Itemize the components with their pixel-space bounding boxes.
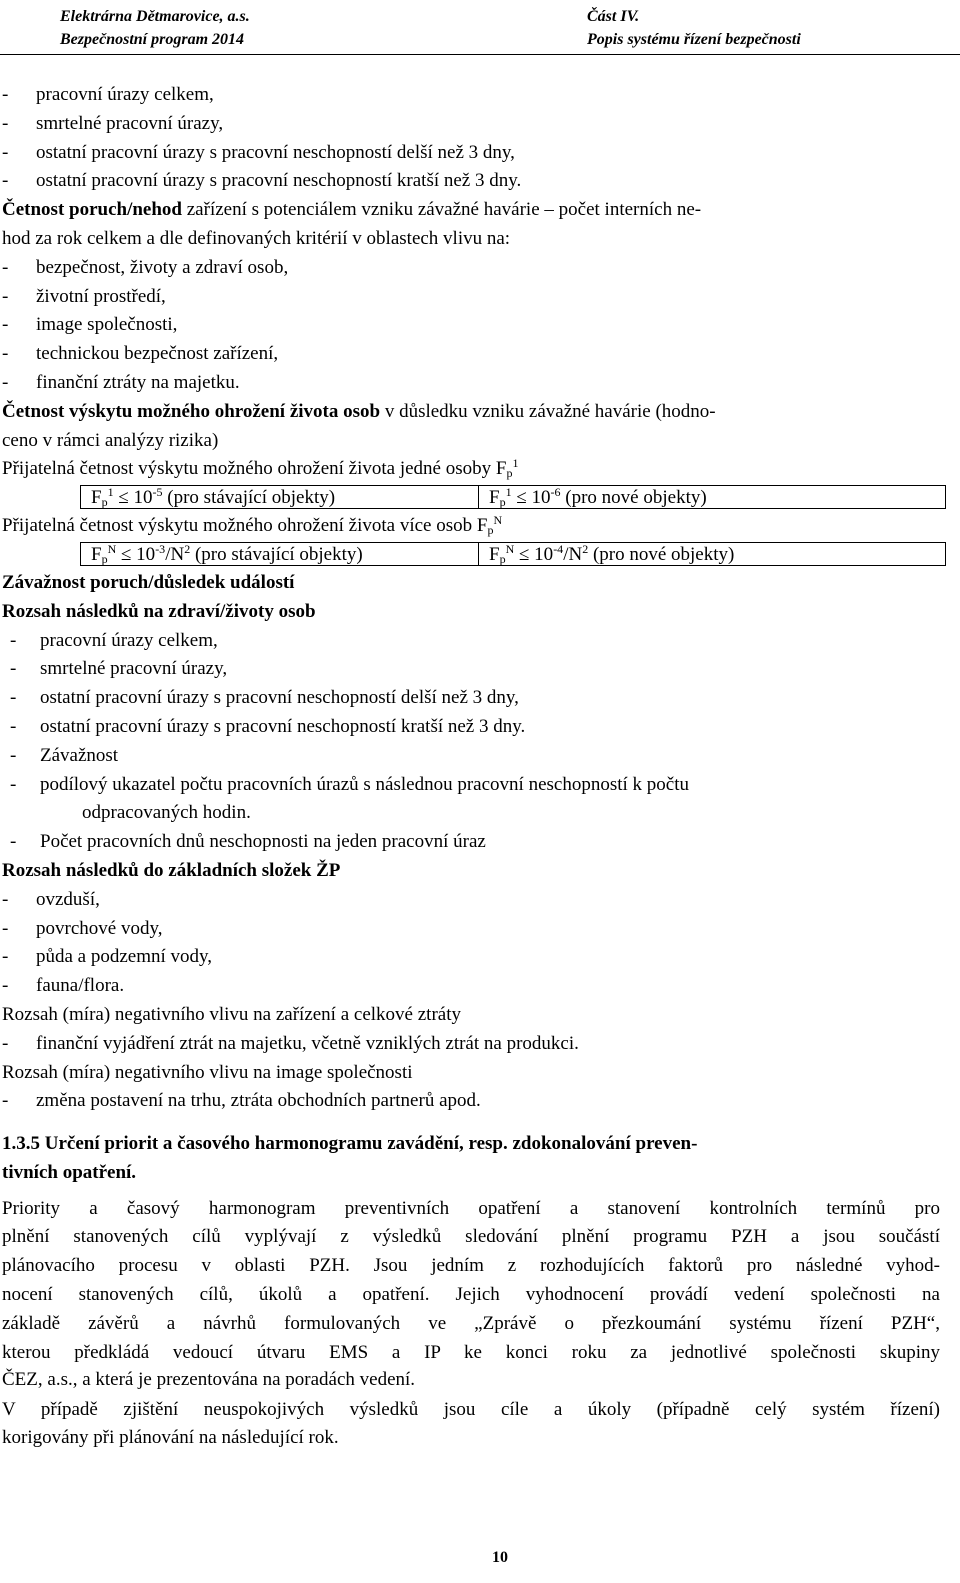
acceptable-frequency-multi: Přijatelná četnost výskytu možného ohrožení života více osob $F_p^N$ [2, 513, 503, 538]
list-item: - půda a podzemní vody, [2, 946, 213, 968]
list-item: - Závažnost [10, 744, 119, 766]
list-item: - pracovní úrazy celkem, [10, 629, 218, 651]
part-title: Popis systému řízení bezpečnosti [587, 31, 801, 48]
list-item: - ostatní pracovní úrazy s pracovní neschopností kratší než 3 dny. [10, 715, 526, 737]
list-item: - finanční ztráty na majetku. [2, 371, 240, 393]
formula-existing: $F_p^1 \le 10^{-5}$ (pro stávající objekty) [81, 486, 479, 508]
document-part: Část IV. [587, 8, 640, 25]
list-item: - ostatní pracovní úrazy s pracovní neschopností delší než 3 dny, [10, 687, 519, 709]
image-impact-heading: Rozsah (míra) negativního vlivu na image společnosti [2, 1061, 413, 1083]
section-heading-line1: 1.3.5 Určení priorit a časového harmonogramu zavádění, resp. zdokonalování preven- [2, 1133, 698, 1155]
list-item: - Počet pracovních dnů neschopnosti na jeden pracovní úraz [10, 831, 486, 853]
injury-list [2, 627, 946, 857]
list-item: - fauna/flora. [2, 975, 125, 997]
list-item: - životní prostředí, [2, 285, 166, 307]
page-number: 10 [492, 1549, 508, 1566]
injury-list-top [2, 81, 946, 196]
formula-new: $F_p^1 \le 10^{-6}$ (pro nové objekty) [489, 485, 707, 510]
list-item: - smrtelné pracovní úrazy, [10, 658, 228, 680]
life-threat-frequency-line2: ceno v rámci analýzy rizika) [2, 429, 219, 451]
list-item: - finanční vyjádření ztrát na majetku, včetně vzniklých ztrát na produkci. [2, 1032, 579, 1054]
environment-consequences-heading: Rozsah následků do základních složek ŽP [2, 859, 341, 881]
document-body [2, 81, 946, 1453]
header-divider [0, 54, 960, 55]
list-item: - povrchové vody, [2, 917, 163, 939]
life-threat-frequency-line1: Četnost výskytu možného ohrožení života osob v důsledku vzniku závažné havárie (hodno- [2, 400, 716, 422]
company-name: Elektrárna Dětmarovice, a.s. [60, 8, 250, 25]
list-item: - ovzduší, [2, 888, 100, 910]
facility-impact-heading: Rozsah (míra) negativního vlivu na zařízení a celkové ztráty [2, 1003, 461, 1025]
list-item: - bezpečnost, životy a zdraví osob, [2, 256, 289, 278]
list-item: - image společnosti, [2, 314, 178, 336]
impact-area-list [2, 254, 946, 398]
list-item-continuation: odpracovaných hodin. [82, 802, 251, 824]
formula-existing: $F_p^N \le 10^{-3}/N^2$ (pro stávající objekty) [81, 543, 479, 565]
environment-list [2, 886, 946, 1001]
failure-frequency-line1: Četnost poruch/nehod zařízení s potenciálem vzniku závažné havárie – počet interních ne- [2, 199, 702, 221]
formula-box-multi [80, 542, 946, 566]
formula-new: $F_p^N \le 10^{-4}/N^2$ (pro nové objekty) [489, 541, 735, 566]
list-item: - ostatní pracovní úrazy s pracovní neschopností kratší než 3 dny. [2, 170, 522, 192]
list-item: - změna postavení na trhu, ztráta obchodních partnerů apod. [2, 1090, 481, 1112]
list-item: - podílový ukazatel počtu pracovních úrazů s následnou pracovní neschopností k počtu [10, 773, 689, 795]
list-item: - smrtelné pracovní úrazy, [2, 112, 224, 134]
document-title: Bezpečnostní program 2014 [60, 31, 245, 48]
paragraph-priorities: Priority a časový harmonogram preventivních opatření a stanovení kontrolních termínů pro plnění stanovených cílů vyplývají z výsledků sledování plnění programu PZH a jsou součástí plánovacího procesu v oblasti PZH. Jsou jedním z rozhodujících faktorů pro následné vyhod- nocení stanovených cílů, úkolů a opatření. Jejich vyhodnocení provádí vedení společnosti na základě závěrů a návrhů formulovaných ve „Zprávě o přezkoumání systému řízení PZH“, kterou předkládá vedoucí útvaru EMS a IP ke konci roku za jednotlivé společnosti skupiny ČEZ, a.s., a která je prezentována na poradách vedení. [2, 1197, 940, 1391]
formula-box-single [80, 485, 946, 509]
failure-frequency-line2: hod za rok celkem a dle definovaných kritérií v oblastech vlivu na: [2, 227, 511, 249]
paragraph-unsatisfactory: V případě zjištění neuspokojivých výsledků jsou cíle a úkoly (případně celý systém řízení) korigovány při plánování na následující rok. [2, 1399, 940, 1449]
list-item: - technickou bezpečnost zařízení, [2, 343, 279, 365]
list-item: - ostatní pracovní úrazy s pracovní neschopností delší než 3 dny, [2, 141, 515, 163]
section-heading-line2: tivních opatření. [2, 1161, 137, 1183]
list-item: - pracovní úrazy celkem, [2, 84, 214, 105]
page-header [60, 5, 880, 51]
health-consequences-heading: Rozsah následků na zdraví/životy osob [2, 600, 316, 622]
severity-heading: Závažnost poruch/důsledek událostí [2, 571, 295, 593]
acceptable-frequency-single: Přijatelná četnost výskytu možného ohrožení života jedné osoby $F_p^1$ [2, 456, 519, 481]
